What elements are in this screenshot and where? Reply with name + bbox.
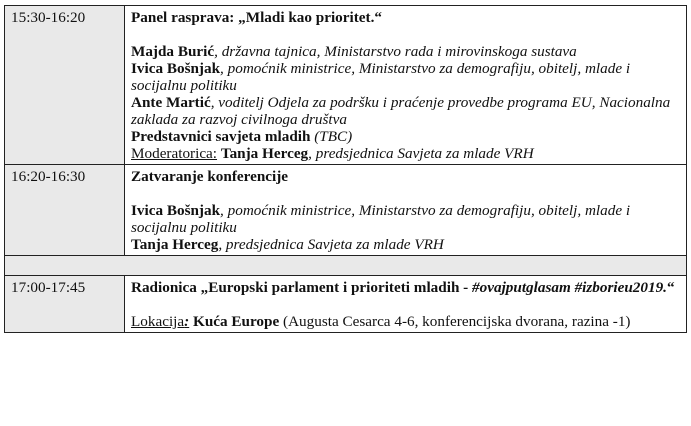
session-row — [5, 276, 687, 333]
speaker-role: , državna tajnica, Ministarstvo rada i mirovinskoga sustava — [214, 43, 577, 60]
session-details — [125, 165, 687, 256]
spacer-cell — [5, 256, 687, 276]
speaker-name: Predstavnici savjeta mladih — [131, 128, 311, 145]
moderator-entry — [131, 145, 680, 162]
speaker-entry — [131, 202, 680, 236]
speaker-role: , pomoćnik ministrice, Ministarstvo za demografiju, obitelj, mlade i socijalnu politiku — [131, 202, 631, 236]
session-title-text: Radionica „Europski parlament i prioriteti mladih - — [131, 279, 473, 296]
speaker-entry — [131, 128, 680, 145]
location-place: Kuća Europe — [193, 313, 280, 330]
session-title: Zatvaranje konferencije — [131, 168, 289, 185]
speaker-role: (TBC) — [310, 128, 353, 145]
session-time: 17:00-17:45 — [5, 276, 125, 333]
speaker-role: , predsjednica Savjeta za mlade VRH — [218, 236, 444, 253]
agenda-table — [4, 5, 687, 333]
speaker-entry — [131, 60, 680, 94]
session-hashtags: #ovajputglasam #izborieu2019. — [472, 279, 667, 296]
speaker-entry — [131, 43, 680, 60]
speaker-role: , voditelj Odjela za podršku i praćenje provedbe programa EU, Nacionalna zaklada za razvoj civilnoga društva — [131, 94, 671, 128]
speaker-name: Tanja Herceg — [131, 236, 219, 253]
location-details: (Augusta Cesarca 4-6, konferencijska dvorana, razina -1) — [279, 313, 631, 330]
session-details — [125, 6, 687, 165]
location-entry — [131, 313, 680, 330]
speaker-name: Ivica Bošnjak — [131, 60, 221, 77]
session-time: 16:20-16:30 — [5, 165, 125, 256]
moderator-role: , predsjednica Savjeta za mlade VRH — [308, 145, 534, 162]
location-label: Lokacija — [131, 313, 185, 330]
location-colon: : — [184, 313, 190, 330]
moderator-label: Moderatorica: — [131, 145, 218, 162]
speaker-entry — [131, 94, 680, 128]
speaker-name: Ante Martić — [131, 94, 211, 111]
session-time: 15:30-16:20 — [5, 6, 125, 165]
speaker-name: Majda Burić — [131, 43, 215, 60]
session-title — [131, 279, 680, 296]
speaker-entry — [131, 236, 680, 253]
speaker-role: , pomoćnik ministrice, Ministarstvo za demografiju, obitelj, mlade i socijalnu politiku — [131, 60, 631, 94]
moderator-name: Tanja Herceg — [220, 145, 309, 162]
spacer-row — [5, 256, 687, 276]
session-title-end: “ — [666, 279, 675, 296]
session-title: Panel rasprava: „Mladi kao prioritet.“ — [131, 9, 382, 26]
speaker-name: Ivica Bošnjak — [131, 202, 221, 219]
session-row — [5, 6, 687, 165]
session-details — [125, 276, 687, 333]
session-row — [5, 165, 687, 256]
